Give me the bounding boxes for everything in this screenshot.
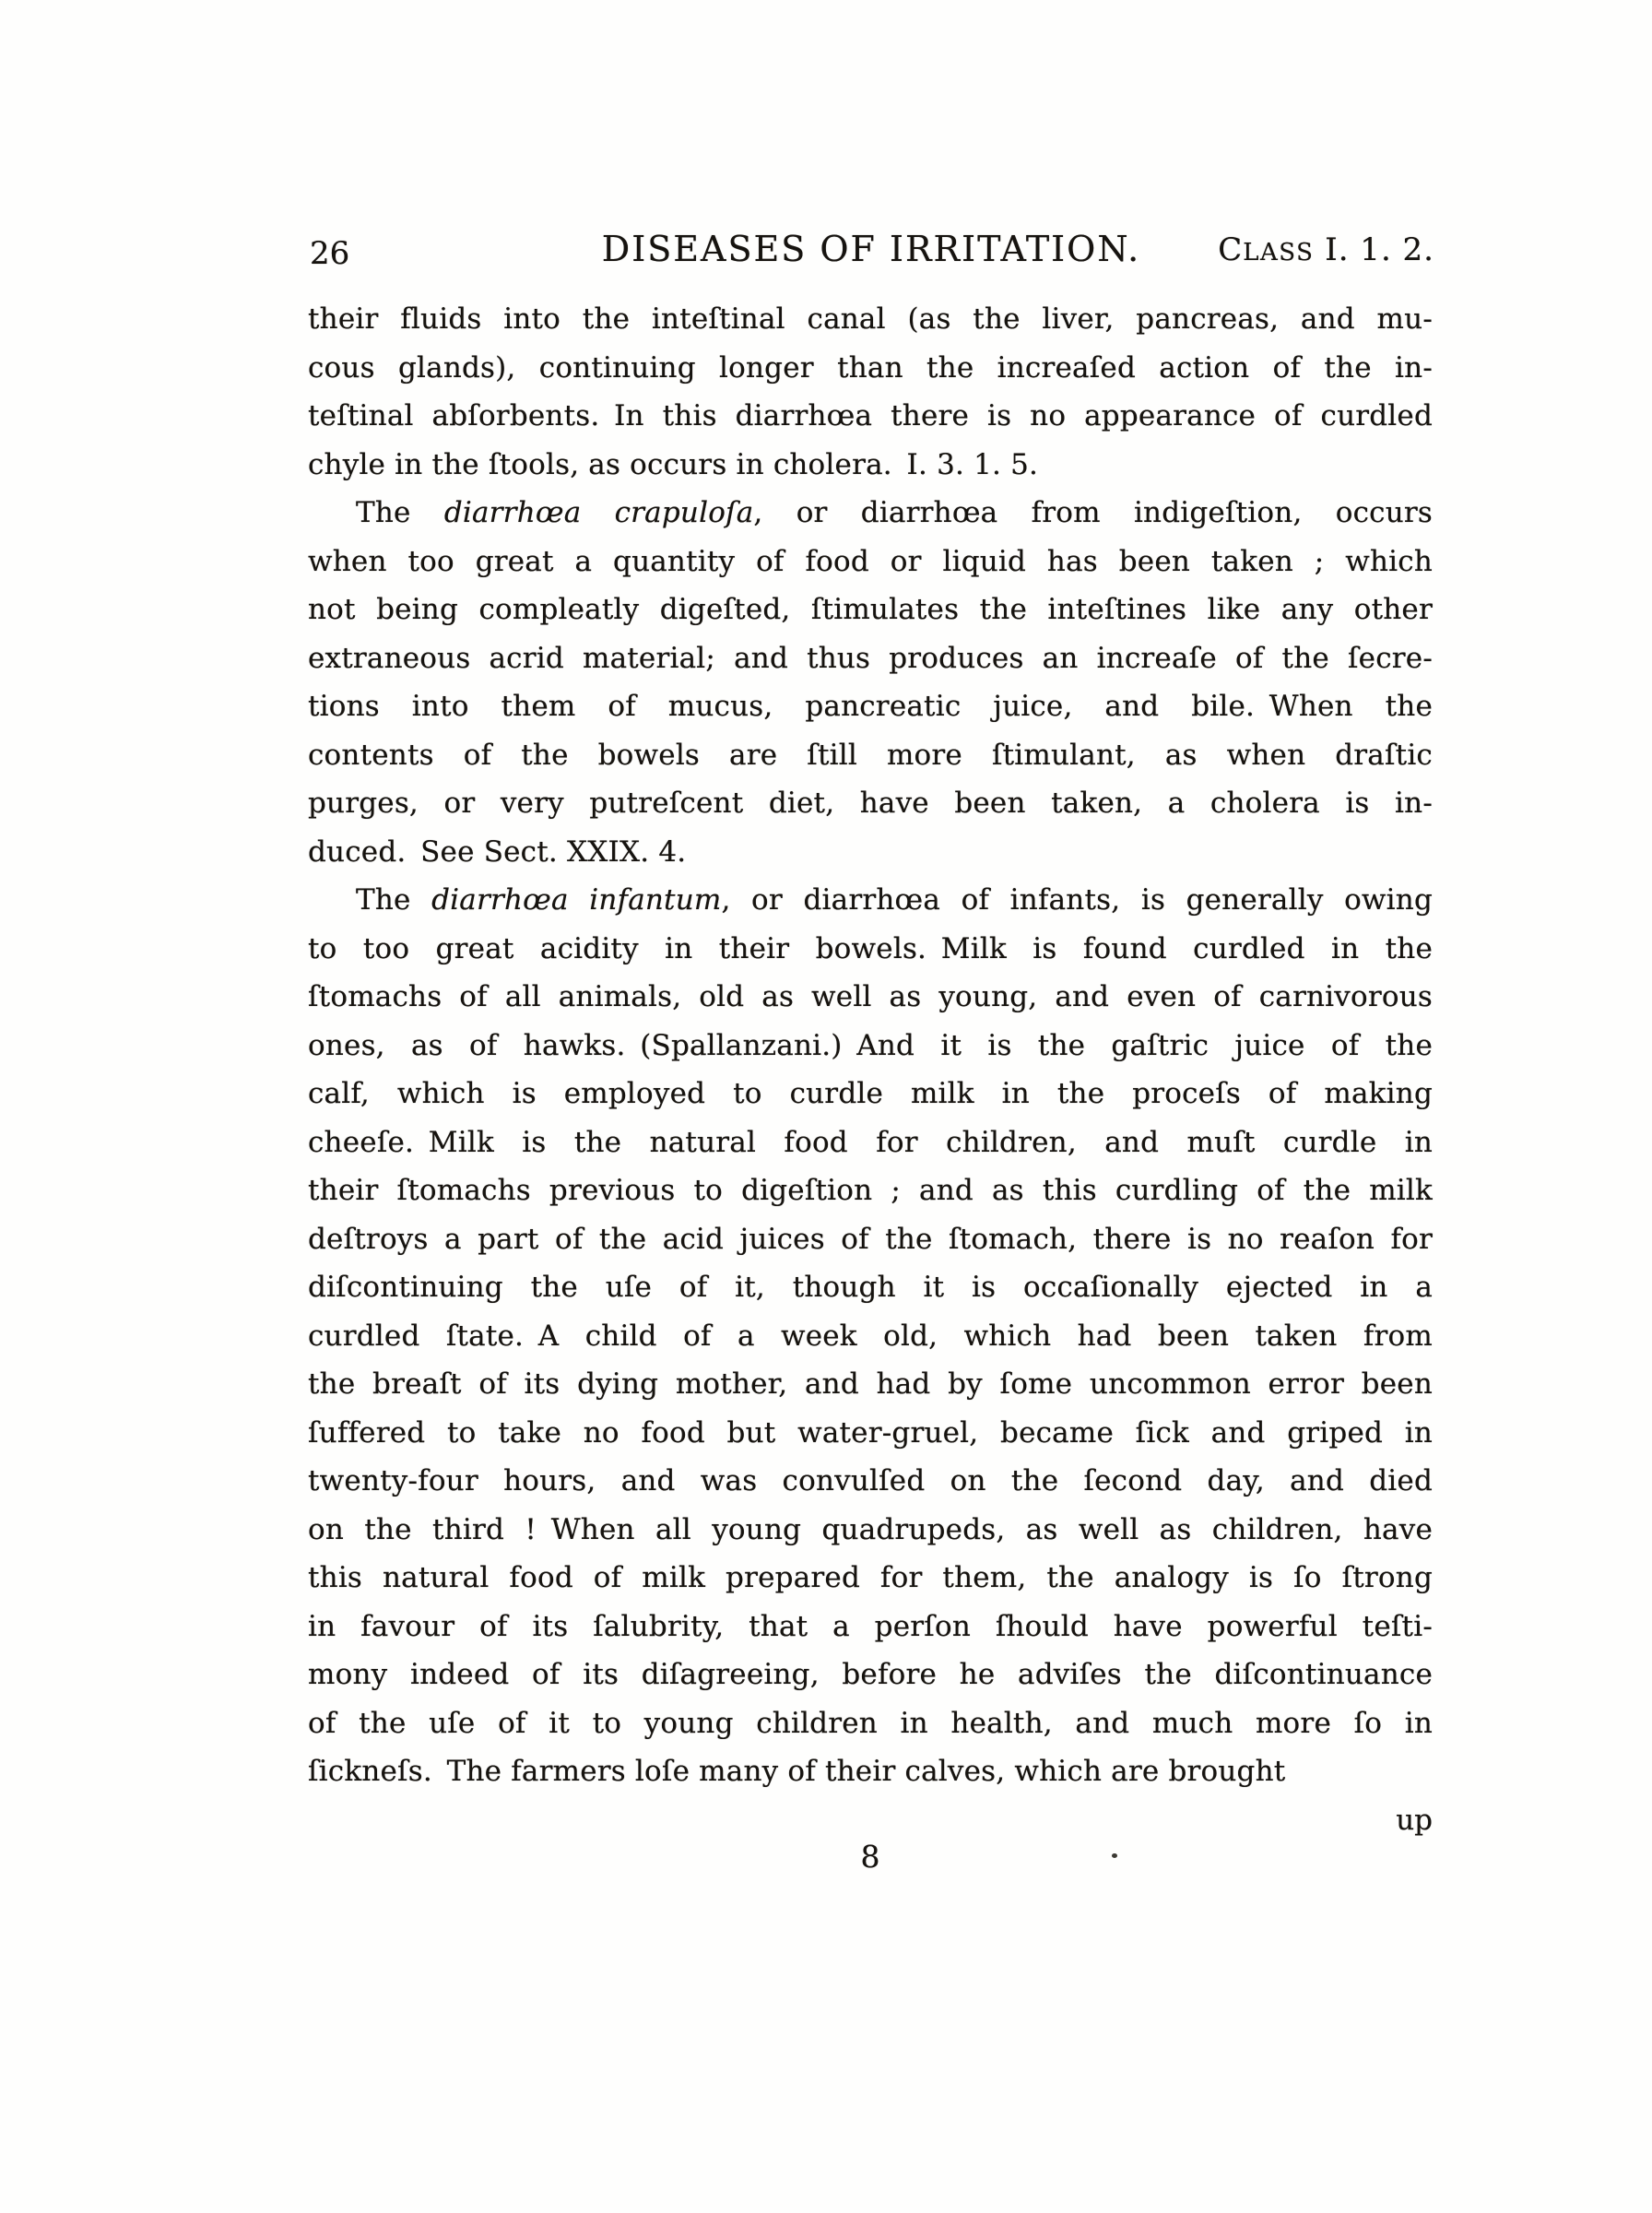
text-line [308,441,1433,490]
text-line [308,1554,1433,1603]
text-line [308,344,1433,393]
text-segment: their ſtomachs previous to digeſtion ; and as this curdling of the milk [308,1174,1433,1207]
text-line [308,925,1433,974]
text-line [308,1263,1433,1312]
text-line [308,1118,1433,1167]
text-line [308,973,1433,1022]
text-segment: the breaſt of its dying mother, and had by ſome uncommon error been [308,1367,1433,1401]
text-line [308,538,1433,586]
text-segment: diſcontinuing the uſe of it, though it is occaſionally ejected in a [308,1271,1433,1304]
text-line [308,392,1433,441]
class-reference-smallcaps: LASS [1243,239,1315,266]
text-line [308,1603,1433,1651]
latin-term: diarrhœa infantum [431,883,722,917]
text-line [308,1166,1433,1215]
text-line [308,876,1433,925]
text-line [308,1651,1433,1699]
text-segment: chyle in the ſtools, as occurs in cholera. I. 3. 1. 5. [308,447,1039,481]
text-line [308,1360,1433,1409]
text-segment: twenty-four hours, and was convulſed on the ſecond day, and died [308,1464,1433,1497]
text-segment: tions into them of mucus, pancreatic juice, and bile. When the [308,690,1433,723]
text-segment: The [356,496,444,529]
text-segment: The [356,883,432,917]
text-line [308,1506,1433,1555]
text-line [308,634,1433,683]
text-segment: ſtomachs of all animals, old as well as young, and even of carnivorous [308,980,1433,1013]
text-segment: extraneous acrid material; and thus produces an increaſe of the ſecre- [308,641,1433,675]
text-segment: of the uſe of it to young children in health, and much more ſo in [308,1706,1433,1740]
text-segment: when too great a quantity of food or liquid has been taken ; which [308,544,1433,578]
text-line [308,731,1433,780]
text-line [308,1022,1433,1071]
text-segment: , or diarrhœa from indigeſtion, occurs [753,496,1433,529]
text-line [308,586,1433,634]
text-segment: purges, or very putreſcent diet, have been taken, a cholera is in- [308,787,1433,820]
latin-term: diarrhœa crapuloſa [443,496,754,529]
scan-speck [1112,1853,1117,1858]
text-segment: ones, as of hawks. (Spallanzani.) And it is the gaſtric juice of the [308,1028,1433,1062]
text-line [308,682,1433,731]
signature-mark: 8 [860,1839,880,1875]
page-header [308,229,1434,273]
text-segment: contents of the bowels are ſtill more ſtimulant, as when draſtic [308,738,1433,772]
text-segment: ſickneſs. The farmers loſe many of their calves, which are brought [308,1755,1286,1788]
text-line [308,489,1433,538]
text-line [308,1312,1433,1361]
text-line [308,1457,1433,1506]
catchword: up [1396,1804,1433,1837]
text-segment: in favour of its ſalubrity, that a perſon ſhould have powerful teſti- [308,1609,1433,1643]
text-segment: curdled ſtate. A child of a week old, which had been taken from [308,1319,1433,1353]
text-segment: to too great acidity in their bowels. Milk is found curdled in the [308,931,1433,965]
text-segment: mony indeed of its diſagreeing, before he adviſes the diſcontinuance [308,1658,1433,1691]
text-segment: cheeſe. Milk is the natural food for children, and muſt curdle in [308,1125,1433,1159]
text-segment: deſtroys a part of the acid juices of the ſtomach, there is no reaſon for [308,1222,1433,1256]
text-line [308,1699,1433,1748]
text-segment: their fluids into the inteſtinal canal (as the liver, pancreas, and mu- [308,302,1433,336]
class-reference [1218,231,1434,268]
text-segment: calf, which is employed to curdle milk in the proceſs of making [308,1077,1433,1110]
text-line [308,1215,1433,1264]
text-segment: duced. See Sect. XXIX. 4. [308,834,687,869]
text-segment: teſtinal abſorbents. In this diarrhœa there is no appearance of curdled [308,399,1433,432]
text-segment: ſuffered to take no food but water-gruel, became ſick and griped in [308,1415,1433,1450]
class-reference-numerals: I. 1. 2. [1314,231,1434,268]
text-line [308,295,1433,344]
text-segment: on the third ! When all young quadrupeds, as well as children, have [308,1512,1433,1546]
text-line [308,1070,1433,1118]
body-text [308,295,1433,1796]
text-segment: not being compleatly digeſted, ſtimulates the inteſtines like any other [308,593,1433,626]
text-segment: , or diarrhœa of infants, is generally owing [721,883,1433,917]
text-line [308,1409,1433,1458]
text-segment: cous glands), continuing longer than the increaſed action of the in- [308,350,1433,385]
text-line [308,1747,1433,1796]
page-number: 26 [310,235,350,272]
text-line [308,779,1433,828]
class-reference-cap: C [1218,231,1244,268]
text-line [308,828,1433,877]
running-title: DISEASES OF IRRITATION. [601,229,1141,269]
text-segment: this natural food of milk prepared for them, the analogy is ſo ſtrong [308,1561,1433,1594]
